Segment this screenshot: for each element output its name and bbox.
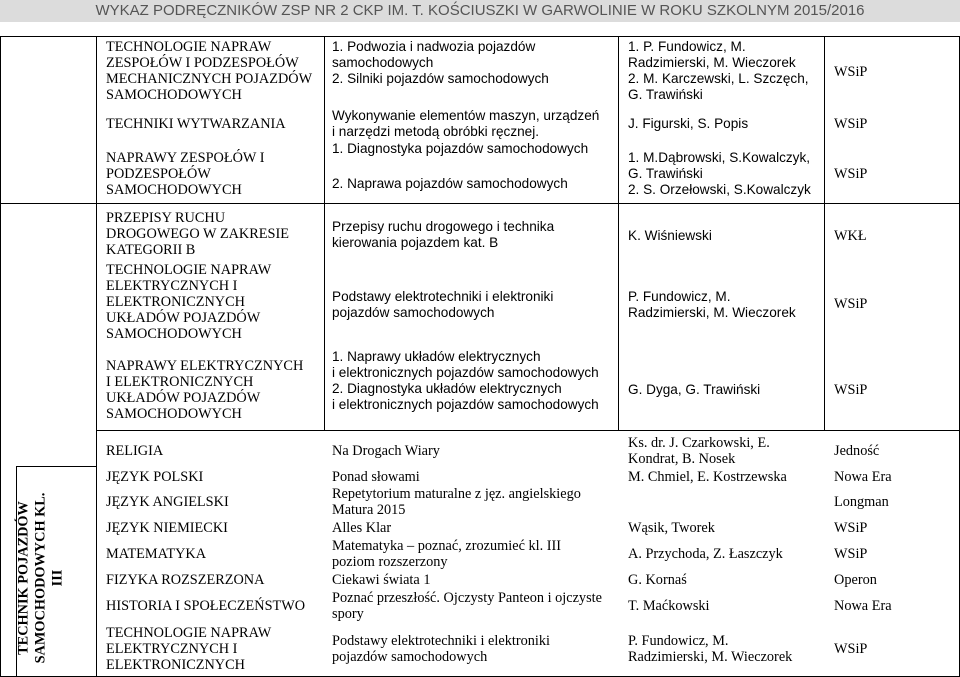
general-row-8-author: P. Fundowicz, M. Radzimierski, M. Wieczorek: [628, 633, 793, 665]
general-row-3-publisher: Longman: [834, 494, 889, 510]
vocational-row-5-publisher: WSiP: [834, 296, 868, 312]
vocational-column-divider-1: [324, 36, 325, 430]
general-row-1-title: Na Drogach Wiary: [332, 443, 440, 459]
vocational-row-2-author: J. Figurski, S. Popis: [628, 116, 749, 131]
general-row-7-author: T. Maćkowski: [628, 598, 710, 614]
vocational-row-2-subject: TECHNIKI WYTWARZANIA: [106, 116, 286, 132]
vocational-row-6-publisher: WSiP: [834, 382, 868, 398]
general-row-3-subject: JĘZYK ANGIELSKI: [106, 494, 229, 510]
vocational-row-3-title-1: 1. Diagnostyka pojazdów samochodowych: [332, 141, 589, 156]
general-row-4-publisher: WSiP: [834, 520, 868, 536]
vocational-row-2-publisher: WSiP: [834, 116, 868, 132]
general-row-2-author: M. Chmiel, E. Kostrzewska: [628, 469, 787, 485]
general-row-7-publisher: Nowa Era: [834, 598, 892, 614]
vocational-column-divider-3: [824, 36, 825, 430]
table-divider-sections: [0, 203, 960, 204]
general-row-5-title: Matematyka – poznać, zrozumieć kl. III poziom rozszerzony: [332, 538, 562, 570]
general-row-4-author: Wąsik, Tworek: [628, 520, 715, 536]
general-row-8-publisher: WSiP: [834, 641, 868, 657]
vocational-row-5-title: Podstawy elektrotechniki i elektroniki pojazdów samochodowych: [332, 289, 554, 320]
vocational-row-3-author: 1. M.Dąbrowski, S.Kowalczyk, G. Trawiński 2. S. Orzełowski, S.Kowalczyk: [628, 150, 811, 197]
general-row-5-publisher: WSiP: [834, 546, 868, 562]
general-row-6-publisher: Operon: [834, 572, 877, 588]
table-border-left: [0, 36, 1, 677]
general-row-2-subject: JĘZYK POLSKI: [106, 469, 204, 485]
general-row-5-author: A. Przychoda, Z. Łaszczyk: [628, 546, 783, 562]
vocational-row-4-subject: PRZEPISY RUCHU DROGOWEGO W ZAKRESIE KATEGORII B: [106, 210, 289, 258]
vocational-row-5-author: P. Fundowicz, M. Radzimierski, M. Wieczorek: [628, 289, 796, 320]
class-column-divider: [96, 36, 97, 677]
vocational-row-4-publisher: WKŁ: [834, 228, 867, 244]
class-label: TECHNIK POJAZDÓW SAMOCHODOWYCH KL. III: [15, 492, 66, 663]
vocational-bottom: [96, 430, 960, 431]
vocational-row-6-title: 1. Naprawy układów elektrycznych i elektronicznych pojazdów samochodowych 2. Diagnostyka układów elektrycznych i elektronicznych pojazdów samochodowych: [332, 349, 599, 412]
general-row-3-title: Repetytorium maturalne z jęz. angielskiego Matura 2015: [332, 486, 581, 518]
vocational-row-3-publisher: WSiP: [834, 166, 868, 182]
general-row-2-publisher: Nowa Era: [834, 469, 892, 485]
vocational-row-6-subject: NAPRAWY ELEKTRYCZNYCH I ELEKTRONICZNYCH UKŁADÓW POJAZDÓW SAMOCHODOWYCH: [106, 358, 304, 422]
vocational-row-4-author: K. Wiśniewski: [628, 228, 712, 243]
general-row-4-title: Alles Klar: [332, 520, 392, 536]
vocational-row-5-subject: TECHNOLOGIE NAPRAW ELEKTRYCZNYCH I ELEKTRONICZNYCH UKŁADÓW POJAZDÓW SAMOCHODOWYCH: [106, 262, 272, 342]
general-row-4-subject: JĘZYK NIEMIECKI: [106, 520, 228, 536]
class-column-top-divider: [16, 466, 97, 467]
vocational-column-divider-2: [618, 36, 619, 430]
table-border-top: [0, 36, 960, 37]
general-row-8-subject: TECHNOLOGIE NAPRAW ELEKTRYCZNYCH I ELEKTRONICZNYCH: [106, 625, 272, 673]
general-row-1-subject: RELIGIA: [106, 443, 164, 459]
general-row-6-author: G. Kornaś: [628, 572, 687, 588]
vocational-row-2-title: Wykonywanie elementów maszyn, urządzeń i narzędzi metodą obróbki ręcznej.: [332, 108, 600, 139]
general-row-2-title: Ponad słowami: [332, 469, 420, 485]
general-row-7-title: Poznać przeszłość. Ojczysty Panteon i ojczyste spory: [332, 590, 602, 622]
general-row-1-author: Ks. dr. J. Czarkowski, E. Kondrat, B. Nosek: [628, 435, 770, 467]
general-row-8-title: Podstawy elektrotechniki i elektroniki pojazdów samochodowych: [332, 633, 550, 665]
general-row-6-title: Ciekawi świata 1: [332, 572, 431, 588]
class-label-cell: [16, 478, 66, 677]
general-row-1-publisher: Jedność: [834, 443, 880, 459]
vocational-row-3-subject: NAPRAWY ZESPOŁÓW I PODZESPOŁÓW SAMOCHODOWYCH: [106, 150, 265, 198]
page-header: WYKAZ PODRĘCZNIKÓW ZSP NR 2 CKP IM. T. KOŚCIUSZKI W GARWOLINIE W ROKU SZKOLNYM 2015/2016: [0, 0, 960, 22]
vocational-row-6-author: G. Dyga, G. Trawiński: [628, 382, 761, 397]
general-row-6-subject: FIZYKA ROZSZERZONA: [106, 572, 265, 588]
vocational-row-4-title: Przepisy ruchu drogowego i technika kierowania pojazdem kat. B: [332, 219, 555, 250]
general-row-7-subject: HISTORIA I SPOŁECZEŃSTWO: [106, 598, 306, 614]
vocational-row-1-title: 1. Podwozia i nadwozia pojazdów samochodowych 2. Silniki pojazdów samochodowych: [332, 39, 549, 86]
vocational-row-3-title-2: 2. Naprawa pojazdów samochodowych: [332, 176, 568, 191]
vocational-row-1-publisher: WSiP: [834, 64, 868, 80]
vocational-row-1-author: 1. P. Fundowicz, M. Radzimierski, M. Wieczorek 2. M. Karczewski, L. Szczęch, G. Trawiński: [628, 39, 809, 102]
general-row-5-subject: MATEMATYKA: [106, 546, 207, 562]
vocational-row-1-subject: TECHNOLOGIE NAPRAW ZESPOŁÓW I PODZESPOŁÓW MECHANICZNYCH POJAZDÓW SAMOCHODOWYCH: [106, 39, 313, 103]
